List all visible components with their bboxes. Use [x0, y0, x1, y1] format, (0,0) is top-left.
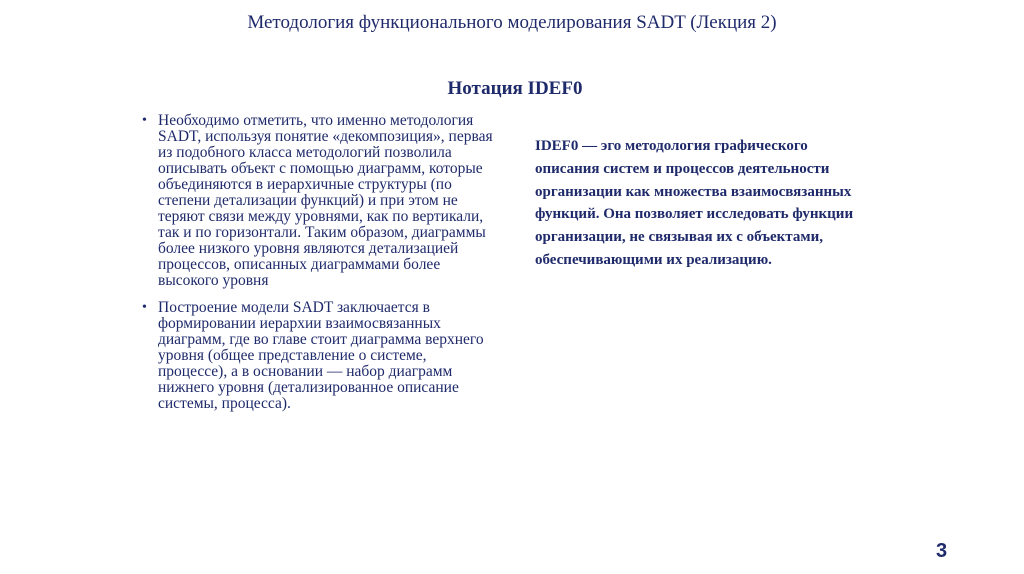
definition-text: IDEF0 — эго методология графического описания систем и процессов деятельности организации как множества взаимосвязанных функций. Она позволяет исследовать функции организации, не связывая их с объектами, обеспечивающими их реализацию.	[535, 138, 854, 268]
bullet-item	[140, 113, 495, 289]
bullet-item	[140, 300, 495, 412]
bullet-list	[140, 113, 495, 423]
header-title: Методология функционального моделирования SADT (Лекция 2)	[247, 12, 777, 33]
bullet-text: Необходимо отметить, что именно методология SADT, используя понятие «декомпозиция», первая из подобного класса методологий позволила описывать объект с помощью диаграмм, которые объединяются в иерархичные структуры (по степени детализации функций) и при этом не теряют связи между уровнями, как по вертикали, так и по горизонтали. Таким образом, диаграммы более низкого уровня являются детализацией процессов, описанных диаграммами более высокого уровня	[158, 112, 493, 289]
bullet-text: Построение модели SADT заключается в формировании иерархии взаимосвязанных диаграмм, где во главе стоит диаграмма верхнего уровня (общее представление о системе, процессе), а в основании — набор диаграмм нижнего уровня (детализированное описание системы, процесса).	[158, 299, 484, 412]
notation-title: Нотация IDEF0	[447, 78, 583, 99]
page-number: 3	[936, 540, 948, 562]
bullet-marker: •	[142, 113, 147, 128]
bullet-marker: •	[142, 300, 147, 315]
